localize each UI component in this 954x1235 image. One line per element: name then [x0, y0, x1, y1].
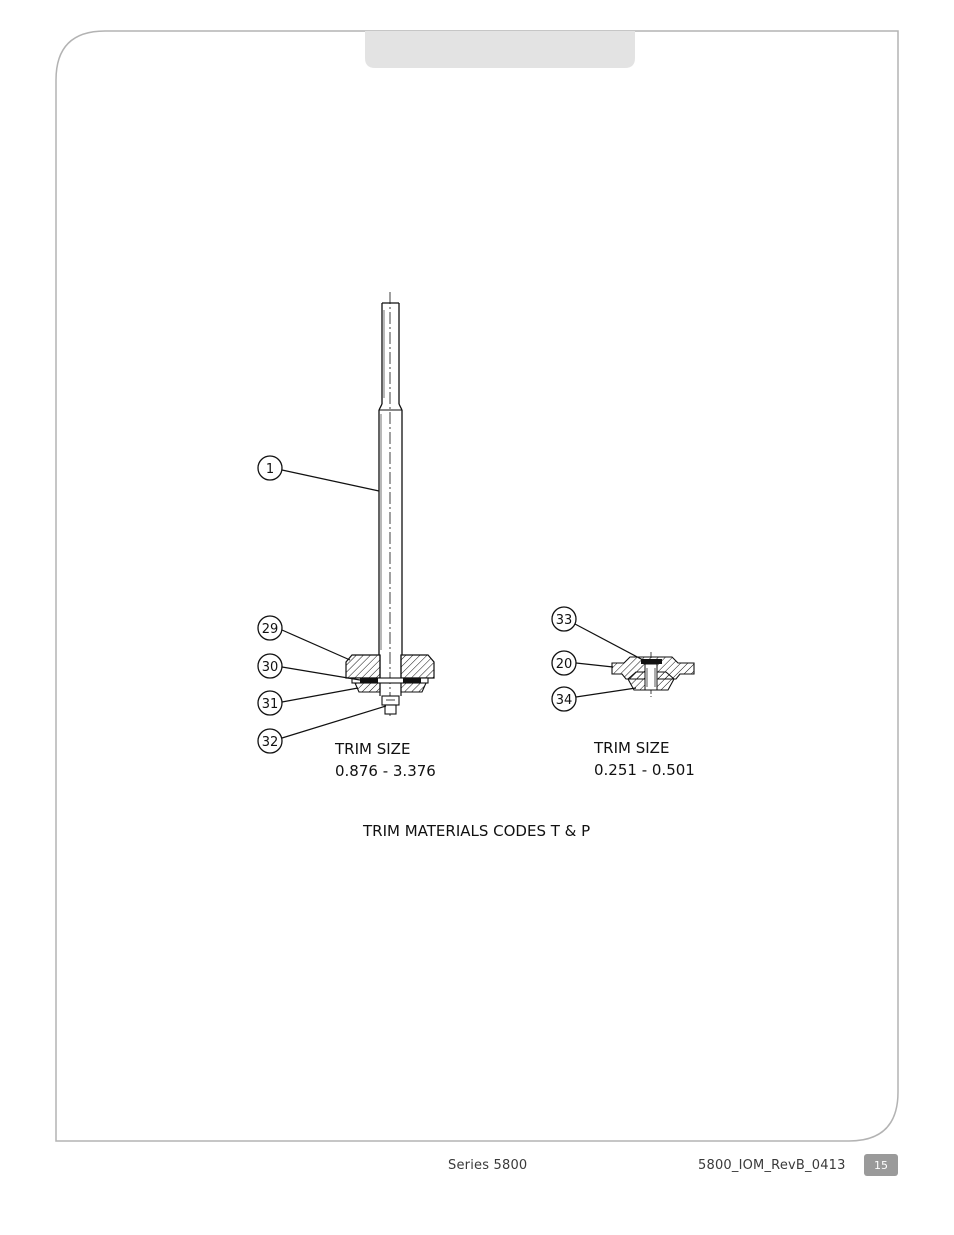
balloon-20 [552, 651, 613, 675]
svg-text:30: 30 [261, 660, 279, 675]
svg-text:32: 32 [261, 735, 279, 750]
svg-text:31: 31 [261, 697, 279, 712]
svg-text:20: 20 [555, 657, 573, 672]
left-trim-size-label: TRIM SIZE [335, 740, 411, 758]
balloon-34 [552, 687, 636, 711]
footer-doc-code: 5800_IOM_RevB_0413 [698, 1158, 846, 1173]
balloon-1 [258, 456, 379, 491]
balloon-31 [258, 688, 358, 715]
svg-text:1: 1 [265, 462, 275, 477]
right-trim-size-range: 0.251 - 0.501 [594, 761, 695, 779]
svg-text:33: 33 [555, 613, 573, 628]
balloon-29 [258, 616, 350, 660]
svg-text:34: 34 [555, 693, 573, 708]
page-number-badge: 15 [864, 1154, 898, 1176]
svg-text:29: 29 [261, 622, 279, 637]
left-trim-size-range: 0.876 - 3.376 [335, 762, 436, 780]
footer-series: Series 5800 [448, 1158, 528, 1173]
right-trim-size-label: TRIM SIZE [594, 739, 670, 757]
valve-stem [379, 292, 402, 716]
trim-materials-caption: TRIM MATERIALS CODES T & P [363, 822, 591, 840]
